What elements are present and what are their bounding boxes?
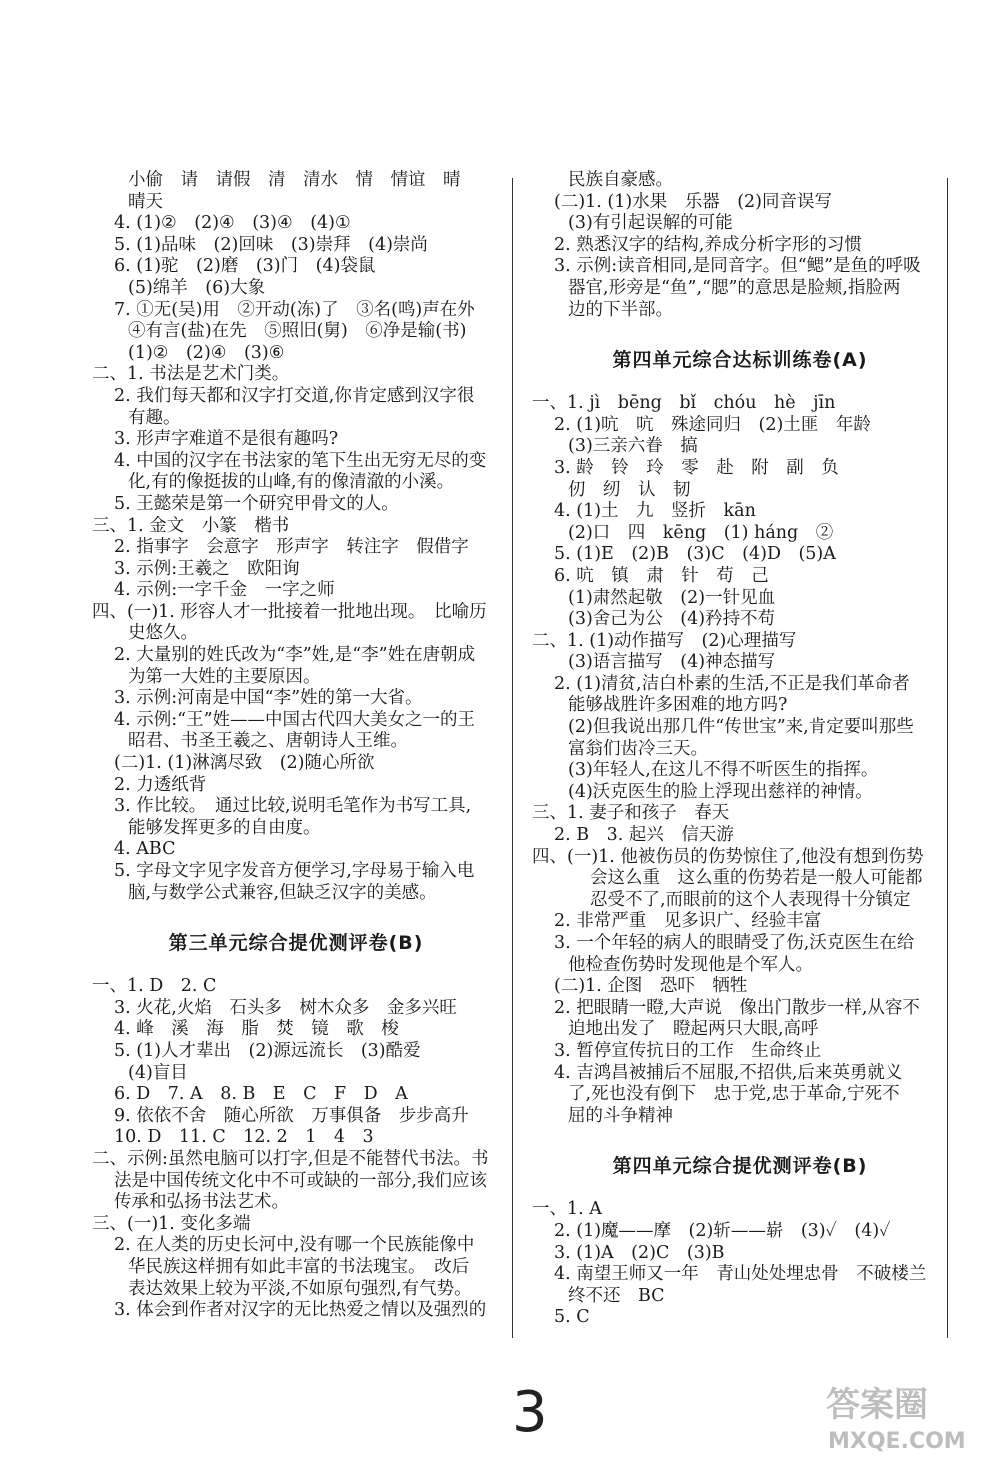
answer-line: 法是中国传统文化中不可或缺的一部分,我们应该 [114, 1170, 488, 1191]
left-answers-block-2 [92, 976, 500, 1322]
answer-line: 5. 字母文字见字发音方便学习,字母易于输入电 [114, 861, 475, 881]
answer-line: 脑,与数学公式兼容,但缺乏汉字的美感。 [128, 882, 437, 903]
answer-line: 9. 依依不舍 随心所欲 万事俱备 步步高升 [114, 1105, 469, 1126]
answer-line: 4. 示例:“王”姓——中国古代四大美女之一的王 [114, 709, 476, 730]
answer-line: 富翁们齿冷三天。 [568, 738, 708, 759]
answer-line: 2. 指事字 会意字 形声字 转注字 假借字 [114, 537, 469, 558]
right-answers-block-1 [532, 170, 948, 321]
answer-line: 2. 非常严重 见多识广、经验丰富 [554, 911, 822, 932]
answer-line: 3. 体会到作者对汉字的无比热爱之情以及强烈的 [114, 1300, 487, 1321]
left-answers-block-1 [92, 170, 500, 904]
answer-line: 4. 南望王师又一年 青山处处埋忠骨 不破楼兰 [554, 1264, 927, 1285]
answer-line: 5. C [554, 1307, 590, 1328]
answer-line: 4. (1)② (2)④ (3)④ (4)① [114, 213, 351, 234]
answer-line: (2)口 四 kēng (1) háng ② [568, 522, 834, 543]
column-divider [512, 178, 513, 1338]
answer-line: (1)② (2)④ (3)⑥ [128, 342, 285, 363]
answer-line: 3. 示例:王羲之 欧阳询 [114, 558, 300, 579]
right-answers-block-2 [532, 393, 948, 1127]
answer-line: 5. (1)E (2)B (3)C (4)D (5)A [554, 544, 836, 565]
answer-line: 3. 示例:读音相同,是同音字。但“鳃”是鱼的呼吸 [554, 256, 921, 277]
answer-line: 2. (1)清贫,洁白朴素的生活,不正是我们革命者 [554, 673, 910, 694]
left-column [92, 170, 500, 1322]
section-heading: 第三单元综合提优测评卷(B) [168, 932, 424, 955]
answer-line: 三、1. 妻子和孩子 春天 [532, 803, 730, 824]
answer-line: 屈的斗争精神 [568, 1105, 673, 1126]
answer-line: 化,有的像挺拔的山峰,有的像清澈的小溪。 [128, 472, 455, 493]
answer-line: 4. 示例:一字千金 一字之师 [114, 580, 335, 601]
answer-line: 四、(一)1. 形容人才一批接着一批地出现。 比喻历 [92, 601, 487, 622]
answer-line: 忍受不了,而眼前的这个人表现得十分镇定 [590, 889, 911, 910]
answer-line: 为第一大姓的主要原因。 [128, 666, 321, 687]
answer-line: (3)三亲六眷 搞 [568, 436, 698, 457]
answer-line: (二)1. 企图 恐吓 牺牲 [554, 976, 748, 997]
answer-line: 三、1. 金文 小篆 楷书 [92, 515, 290, 536]
answer-line: 5. (1)品味 (2)回味 (3)崇拜 (4)崇尚 [114, 234, 428, 255]
answer-line: 2. 我们每天都和汉字打交道,你肯定感到汉字很 [114, 385, 475, 406]
answer-line: 2. B 3. 起兴 信天游 [554, 825, 734, 846]
answer-line: 三、(一)1. 变化多端 [92, 1213, 251, 1234]
answer-line: 6. (1)驼 (2)磨 (3)门 (4)袋鼠 [114, 256, 376, 277]
answer-line: 史悠久。 [128, 623, 198, 644]
answer-line: 能够发挥更多的自由度。 [128, 817, 321, 838]
right-column [532, 170, 948, 1329]
answer-line: 迫地出发了 瞪起两只大眼,高呼 [568, 1019, 819, 1040]
answer-line: 小偷 请 请假 清 清水 情 情谊 晴 [128, 170, 461, 190]
answer-line: 二、示例:虽然电脑可以打字,但是不能替代书法。书 [92, 1148, 489, 1169]
section-heading: 第四单元综合提优测评卷(B) [612, 1155, 868, 1178]
answer-line: (1)肃然起敬 (2)一针见血 [568, 587, 776, 608]
answer-line: (5)绵羊 (6)大象 [128, 277, 266, 298]
answer-line: 4. ABC [114, 839, 176, 860]
answer-line: 有趣。 [128, 407, 181, 428]
answer-line: 一、1. D 2. C [92, 976, 217, 997]
answer-line: 2. 熟悉汉字的结构,养成分析字形的习惯 [554, 234, 862, 255]
right-answers-block-3 [532, 1199, 948, 1329]
section-heading: 第四单元综合达标训练卷(A) [612, 349, 868, 372]
answer-line: 华民族这样拥有如此丰富的书法瑰宝。 改后 [128, 1256, 470, 1277]
answer-line: 3. 一个年轻的病人的眼睛受了伤,沃克医生在给 [554, 933, 915, 953]
answer-line: (4)盲目 [128, 1062, 188, 1083]
answer-line: 2. (1)吭 吭 殊途同归 (2)土匪 年龄 [554, 414, 871, 435]
answer-line: (二)1. (1)淋漓尽致 (2)随心所欲 [114, 753, 375, 774]
answer-line: 传承和弘扬书法艺术。 [114, 1192, 289, 1213]
answer-line: 一、1. A [532, 1199, 602, 1220]
answer-line: 2. 大量别的姓氏改为“李”姓,是“李”姓在唐朝成 [114, 645, 476, 666]
answer-line: 二、1. 书法是艺术门类。 [92, 364, 290, 385]
answer-line: 3. 示例:河南是中国“李”姓的第一大省。 [114, 688, 423, 709]
answer-line: 3. 火花,火焰 石头多 树木众多 金多兴旺 [114, 997, 457, 1018]
answer-line: 4. (1)土 九 竖折 kān [554, 501, 756, 522]
answer-line: (3)舍己为公 (4)矜持不苟 [568, 609, 776, 630]
answer-line: 器官,形旁是“鱼”,“腮”的意思是脸颊,指脸两 [568, 277, 901, 298]
watermark-line1: 答案圈 [826, 1385, 928, 1425]
answer-line: (4)沃克医生的脸上浮现出慈祥的神情。 [568, 781, 873, 802]
answer-line: (3)年轻人,在这儿不得不听医生的指挥。 [568, 760, 879, 781]
answer-line: 2. (1)魔——摩 (2)斩——崭 (3)✓ (4)✓ [554, 1220, 891, 1241]
answer-line: (3)有引起误解的可能 [568, 213, 733, 234]
answer-line: 3. 形声字难道不是很有趣吗? [114, 429, 339, 450]
answer-line: 2. 把眼睛一瞪,大声说 像出门散步一样,从容不 [554, 997, 920, 1018]
answer-line: 晴天 [128, 191, 163, 212]
answer-line: 昭君、书圣王羲之、唐朝诗人王维。 [128, 731, 408, 752]
answer-line: 仞 纫 认 韧 [568, 479, 691, 500]
answer-line: 3. 暂停宣传抗日的工作 生命终止 [554, 1040, 822, 1061]
answer-line: 能够战胜许多困难的地方吗? [568, 695, 788, 716]
answer-line: 6. 吭 镇 肃 针 苟 己 [554, 565, 769, 586]
answer-line: 4. 吉鸿昌被捕后不屈服,不招供,后来英勇就义 [554, 1062, 903, 1083]
answer-line: (3)语言描写 (4)神态描写 [568, 652, 776, 673]
answer-line: 4. 中国的汉字在书法家的笔下生出无穷无尽的变 [114, 450, 487, 471]
answer-line: 4. 峰 溪 海 脂 焚 镜 歌 梭 [114, 1019, 399, 1040]
answer-line: 2. 在人类的历史长河中,没有哪一个民族能像中 [114, 1235, 475, 1256]
answer-line: 边的下半部。 [568, 299, 673, 320]
answer-line: ④有言(盐)在先 ⑤照旧(舅) ⑥净是输(书) [128, 321, 467, 342]
answer-line: 5. (1)人才辈出 (2)源远流长 (3)酷爱 [114, 1040, 421, 1061]
answer-line: (二)1. (1)水果 乐器 (2)同音误写 [554, 191, 832, 212]
answer-line: 3. 龄 铃 玲 零 赴 附 副 负 [554, 457, 839, 478]
answer-line: 7. ①无(吴)用 ②开动(冻)了 ③名(鸣)声在外 [114, 299, 475, 320]
answer-line: 终不还 BC [568, 1285, 665, 1306]
answer-line: 10. D 11. C 12. 2 1 4 3 [114, 1127, 374, 1148]
answer-line: 会这么重 这么重的伤势若是一般人可能都 [590, 868, 923, 889]
answer-line: 他检查伤势时发现他是个军人。 [568, 954, 813, 975]
watermark-logo [806, 1378, 996, 1456]
answer-line: 了,死也没有倒下 忠于党,忠于革命,宁死不 [568, 1084, 900, 1105]
answer-line: 3. (1)A (2)C (3)B [554, 1242, 725, 1263]
answer-line: 二、1. (1)动作描写 (2)心理描写 [532, 630, 797, 651]
answer-line: (2)但我说出那几件“传世宝”来,肯定要叫那些 [568, 717, 914, 738]
answer-line: 2. 力透纸背 [114, 774, 207, 795]
answer-line: 一、1. jì bēng bǐ chóu hè jīn [532, 393, 836, 414]
answer-line: 3. 作比较。 通过比较,说明毛笔作为书写工具, [114, 796, 472, 817]
answer-line: 5. 王懿荣是第一个研究甲骨文的人。 [114, 493, 399, 514]
answer-line: 6. D 7. A 8. B E C F D A [114, 1084, 408, 1105]
answer-line: 民族自豪感。 [568, 170, 673, 190]
answer-line: 四、(一)1. 他被伤员的伤势惊住了,他没有想到伤势 [532, 846, 924, 867]
watermark-line2: MXQE.COM [828, 1429, 966, 1454]
page-number: 3 [512, 1380, 548, 1445]
answer-line: 表达效果上较为平淡,不如原句强烈,有气势。 [128, 1278, 472, 1299]
